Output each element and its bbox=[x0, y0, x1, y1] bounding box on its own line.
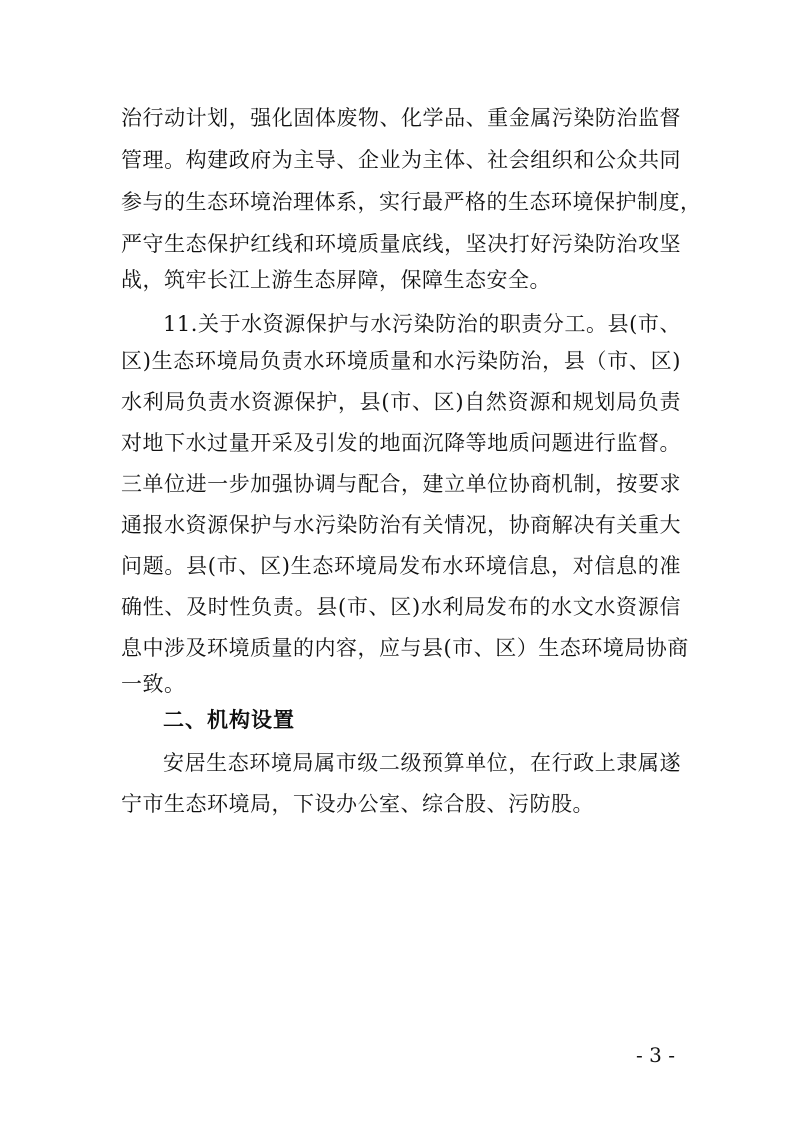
text-line: 确性、及时性负责。县(市、区)水利局发布的水文水资源信 bbox=[121, 595, 681, 619]
text-line: 对地下水过量开采及引发的地面沉降等地质问题进行监督。 bbox=[121, 431, 681, 455]
section-heading: 二、机构设置 bbox=[163, 708, 295, 732]
text-line: 严守生态保护红线和环境质量底线，坚决打好污染防治攻坚 bbox=[121, 232, 681, 256]
text-line: 区)生态环境局负责水环境质量和水污染防治，县（市、区) bbox=[121, 349, 681, 373]
text-line: 治行动计划，强化固体废物、化学品、重金属污染防治监督 bbox=[121, 106, 681, 130]
text-line: 一致。 bbox=[121, 672, 186, 696]
text-line: 三单位进一步加强协调与配合，建立单位协商机制，按要求 bbox=[121, 472, 681, 496]
text-line: 管理。构建政府为主导、企业为主体、社会组织和公众共同 bbox=[121, 148, 681, 172]
text-line: 安居生态环境局属市级二级预算单位，在行政上隶属遂 bbox=[163, 751, 681, 775]
text-line: 息中涉及环境质量的内容，应与县(市、区）生态环境局协商 bbox=[121, 636, 689, 660]
text-line: 宁市生态环境局，下设办公室、综合股、污防股。 bbox=[121, 792, 594, 816]
text-line: 水利局负责水资源保护，县(市、区)自然资源和规划局负责 bbox=[121, 390, 681, 414]
page-number: - 3 - bbox=[636, 1043, 675, 1067]
text-line: 11.关于水资源保护与水污染防治的职责分工。县(市、 bbox=[163, 312, 681, 336]
text-line: 通报水资源保护与水污染防治有关情况，协商解决有关重大 bbox=[121, 513, 681, 537]
text-line: 参与的生态环境治理体系，实行最严格的生态环境保护制度， bbox=[121, 190, 702, 214]
text-line: 战，筑牢长江上游生态屏障，保障生态安全。 bbox=[121, 268, 551, 292]
text-line: 问题。县(市、区)生态环境局发布水环境信息，对信息的准 bbox=[121, 554, 681, 578]
